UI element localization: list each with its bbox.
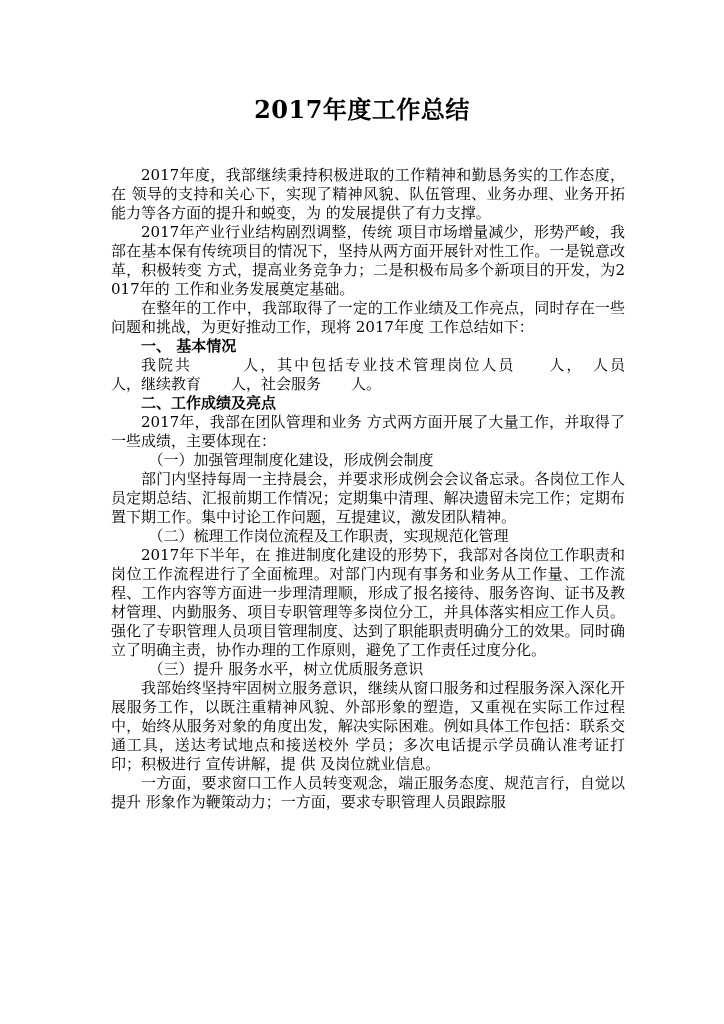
paragraph-meetings: 部门内坚持每周一主持晨会，并要求形成例会会议备忘录。各岗位工作人员定期总结、汇报前期工作情况；定期集中清理、解决遗留未完工作；定期布置下期工作。集中讨论工作问题，互提建议，激发团队精神。 — [111, 470, 625, 526]
paragraph-intro: 2017年度，我部继续秉持积极进取的工作精神和勤恳务实的工作态度，在 领导的支持和关心下，实现了精神风貌、队伍管理、业务办理、业务开拓能力等各方面的提升和蜕变，为 的发展提供了有力支撑。 — [111, 166, 625, 222]
paragraph-summary-lead: 在整年的工作中，我部取得了一定的工作业绩及工作亮点，同时存在一些问题和挑战，为更好推动工作，现将 2017年度 工作总结如下： — [111, 299, 625, 336]
paragraph-staff: 我院共 人，其中包括专业技术管理岗位人员 人， 人员 人，继续教育 人，社会服务 人。 — [111, 356, 656, 393]
paragraph-service: 我部始终坚持牢固树立服务意识，继续从窗口服务和过程服务深入深化开展服务工作，以既注重精神风貌、外部形象的塑造，又重视在实际工作过程中，始终从服务对象的角度出发，解决实际困难。例如具体工作包括：联系交通工具，送达考试地点和接送校外 学员；多次电话提示学员确认准考证打印；积极进行 宣传讲解，提 供 及岗位就业信息。 — [111, 679, 625, 773]
paragraph-industry: 2017年产业行业结构剧烈调整，传统 项目市场增量减少，形势严峻，我部在基本保有传统项目的情况下，坚持从两方面开展针对性工作。一是锐意改革，积极转变 方式，提高业务竞争力；二是积极布局多个新项目的开发，为2017年的 工作和业务发展奠定基础。 — [111, 223, 625, 298]
document-body — [111, 166, 656, 812]
paragraph-achievements-lead: 2017年，我部在团队管理和业务 方式两方面开展了大量工作，并取得了一些成绩，主要体现在： — [111, 413, 625, 450]
paragraph-window-service: 一方面，要求窗口工作人员转变观念，端正服务态度、规范言行，自觉以提升 形象作为鞭策动力；一方面，要求专职管理人员跟踪服 — [111, 774, 625, 811]
subheading-management: （一）加强管理制度化建设，形成例会制度 — [148, 451, 434, 469]
section-heading-basic: 一、 基本情况 — [141, 337, 237, 355]
document-title: 2017年度工作总结 — [254, 95, 470, 124]
paragraph-process: 2017年下半年，在 推进制度化建设的形势下，我部对各岗位工作职责和岗位工作流程进行了全面梳理。对部门内现有事务和业务从工作量、工作流程、工作内容等方面进一步理清理顺，形成了报名接待、服务咨询、证书及教材管理、内勤服务、项目专职管理等多岗位分工，并具体落实相应工作人员。强化了专职管理人员项目管理制度、达到了职能职责明确分工的效果。同时确立了明确主责，协作办理的工作原则，避免了工作责任过度分化。 — [111, 546, 625, 659]
subheading-service: （三）提升 服务水平，树立优质服务意识 — [148, 660, 424, 678]
section-heading-achievements: 二、工作成绩及亮点 — [141, 394, 277, 412]
subheading-process: （二）梳理工作岗位流程及工作职责，实现规范化管理 — [148, 527, 509, 545]
